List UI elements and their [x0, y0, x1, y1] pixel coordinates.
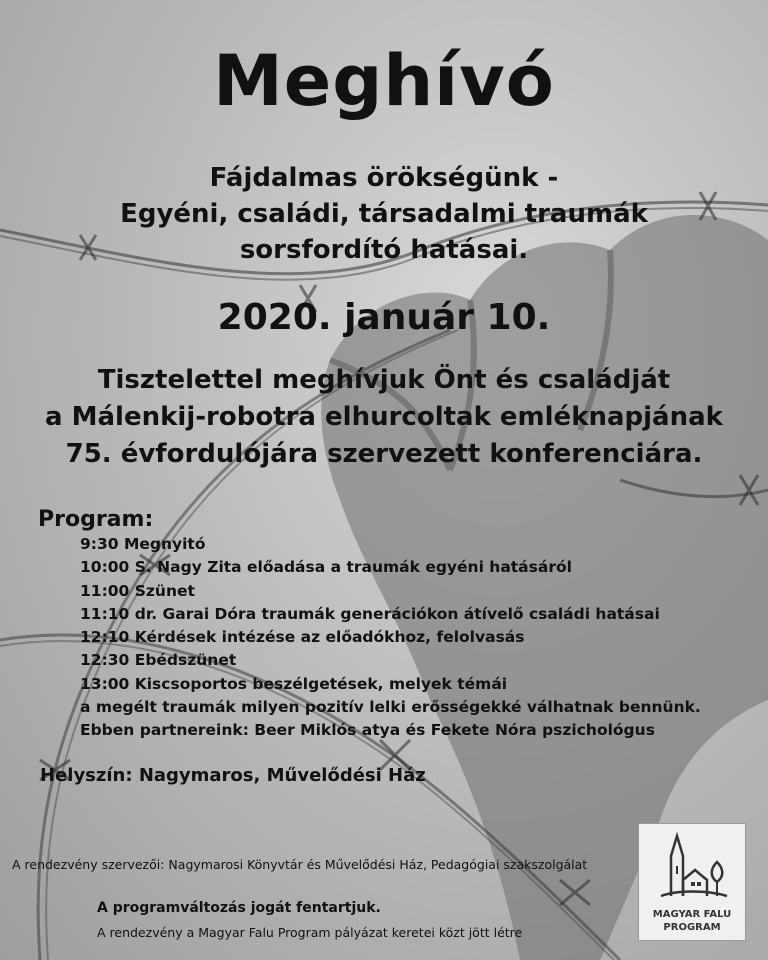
program-item: 11:00 Szünet [80, 581, 195, 600]
program-item: 13:00 Kiscsoportos beszélgetések, melyek témái [80, 674, 508, 693]
venue-text: Helyszín: Nagymaros, Művelődési Ház [40, 765, 426, 786]
program-item: 9:30 Megnyitó [80, 535, 206, 553]
program-item: 12:10 Kérdések intézése az előadókhoz, felolvasás [80, 628, 525, 647]
flyer-subtitle [0, 160, 768, 268]
invitation-line: Tisztelettel meghívjuk Önt és családját [97, 365, 671, 395]
invitation-line: a Málenkij-robotra elhurcoltak emléknapjának [45, 402, 723, 432]
program-item: 12:30 Ebédszünet [80, 651, 237, 670]
invitation-text [0, 362, 768, 473]
program-item: 11:10 dr. Garai Dóra traumák generációkon átívelő családi hatásai [80, 604, 660, 623]
logo-text [639, 908, 745, 934]
village-church-icon [657, 830, 729, 904]
subtitle-line: sorsfordító hatásai. [239, 235, 529, 265]
program-item: a megélt traumák milyen pozitív lelki erősségekké válhatnak bennünk. [80, 698, 701, 717]
reservation-notice: A programváltozás jogát fentartjuk. [97, 900, 381, 916]
program-heading: Program: [38, 507, 154, 532]
program-item: Ebben partnereink: Beer Miklós atya és Fekete Nóra pszichológus [80, 721, 655, 740]
invitation-line: 75. évfordulójára szervezett konferenciára. [65, 439, 703, 469]
funding-notice: A rendezvény a Magyar Falu Program pályázat keretei közt jött létre [97, 925, 523, 940]
event-date: 2020. január 10. [217, 297, 551, 338]
program-item: 10:00 S. Nagy Zita előadása a traumák egyéni hatásáról [80, 558, 572, 577]
logo-line: MAGYAR FALU [652, 909, 732, 920]
program-list [80, 533, 701, 743]
magyar-falu-logo [638, 823, 746, 941]
logo-line: PROGRAM [663, 922, 721, 933]
subtitle-line: Fájdalmas örökségünk - [209, 163, 559, 193]
flyer-title: Meghívó [213, 40, 555, 122]
organizers-text: A rendezvény szervezői: Nagymarosi Könyvtár és Művelődési Ház, Pedagógiai szakszolgálat [12, 857, 588, 872]
subtitle-line: Egyéni, családi, társadalmi traumák [120, 199, 648, 229]
